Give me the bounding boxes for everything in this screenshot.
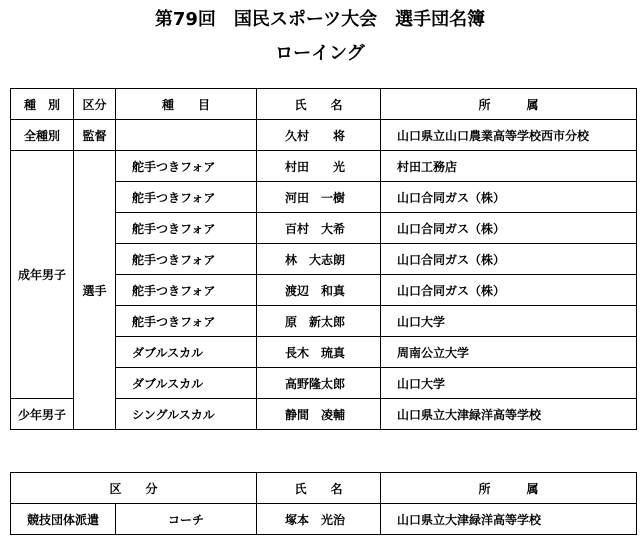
affiliation-cell: 山口県立大津緑洋高等学校: [381, 504, 637, 535]
affiliation-cell: 山口合同ガス（株）: [381, 275, 637, 306]
affiliation-cell: 山口大学: [381, 306, 637, 337]
affiliation-cell: 村田工務店: [381, 151, 637, 182]
affiliation-cell: 山口県立大津緑洋高等学校: [381, 399, 637, 430]
event-cell: 舵手つきフォア: [116, 213, 257, 244]
roster-header-row: [11, 89, 637, 120]
header-affiliation: 所 属: [381, 473, 637, 504]
name-cell: 村田 光: [257, 151, 381, 182]
name-cell: 渡辺 和真: [257, 275, 381, 306]
staff-header-row: [11, 473, 637, 504]
event-cell: [116, 120, 257, 151]
header-event: 種 目: [116, 89, 257, 120]
header-division: 区 分: [11, 473, 257, 504]
name-cell: 林 大志朗: [257, 244, 381, 275]
category-cell: 成年男子: [11, 151, 74, 399]
division-cell: 監督: [74, 120, 116, 151]
event-cell: 舵手つきフォア: [116, 182, 257, 213]
name-cell: 河田 一樹: [257, 182, 381, 213]
name-cell: 久村 将: [257, 120, 381, 151]
header-name: 氏 名: [257, 473, 381, 504]
event-cell: ダブルスカル: [116, 368, 257, 399]
affiliation-cell: 山口大学: [381, 368, 637, 399]
name-cell: 静間 凌輔: [257, 399, 381, 430]
name-cell: 高野隆太郎: [257, 368, 381, 399]
affiliation-cell: 山口合同ガス（株）: [381, 213, 637, 244]
division-cell: 選手: [74, 151, 116, 430]
event-cell: ダブルスカル: [116, 337, 257, 368]
staff-table: [10, 472, 637, 535]
division-type-cell: 競技団体派遣: [11, 504, 116, 535]
name-cell: 塚本 光治: [257, 504, 381, 535]
table-row: [11, 504, 637, 535]
table-row: [11, 120, 637, 151]
category-cell: 全種別: [11, 120, 74, 151]
name-cell: 長木 琉真: [257, 337, 381, 368]
affiliation-cell: 山口合同ガス（株）: [381, 244, 637, 275]
affiliation-cell: 周南公立大学: [381, 337, 637, 368]
header-category: 種 別: [11, 89, 74, 120]
header-division: 区分: [74, 89, 116, 120]
sport-subtitle: ローイング: [275, 43, 365, 64]
event-cell: 舵手つきフォア: [116, 306, 257, 337]
role-cell: コーチ: [116, 504, 257, 535]
name-cell: 百村 大希: [257, 213, 381, 244]
table-row: [11, 151, 637, 182]
page-title: 第79回 国民スポーツ大会 選手団名簿: [154, 9, 486, 30]
event-cell: 舵手つきフォア: [116, 151, 257, 182]
name-cell: 原 新太郎: [257, 306, 381, 337]
event-cell: 舵手つきフォア: [116, 244, 257, 275]
event-cell: シングルスカル: [116, 399, 257, 430]
affiliation-cell: 山口合同ガス（株）: [381, 182, 637, 213]
header-name: 氏 名: [257, 89, 381, 120]
category-cell: 少年男子: [11, 399, 74, 430]
affiliation-cell: 山口県立山口農業高等学校西市分校: [381, 120, 637, 151]
roster-table: [10, 88, 637, 430]
header-affiliation: 所 属: [381, 89, 637, 120]
event-cell: 舵手つきフォア: [116, 275, 257, 306]
